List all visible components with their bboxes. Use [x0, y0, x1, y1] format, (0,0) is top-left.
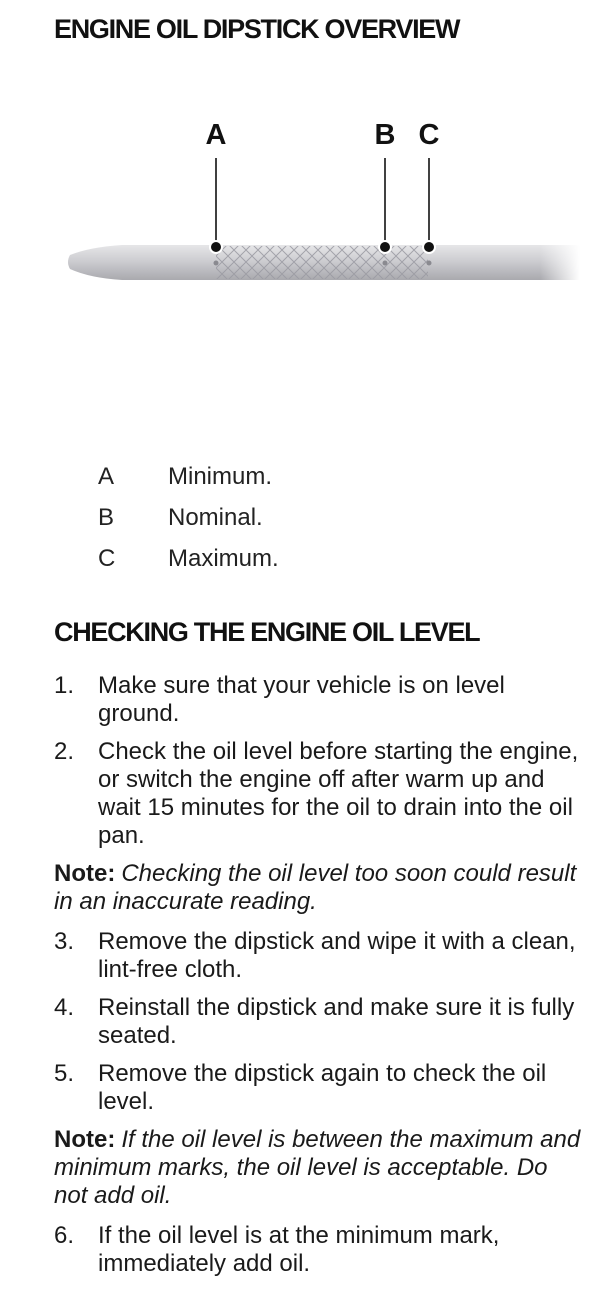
- step-number: 2.: [54, 738, 75, 765]
- legend-key: C: [98, 544, 116, 572]
- note-text: If the oil level is between the maximum and minimum marks, the oil level is acceptable. Do not add oil.: [54, 1126, 581, 1209]
- step-item: [54, 1060, 584, 1116]
- step-text: Reinstall the dipstick and make sure it is fully seated.: [98, 994, 575, 1049]
- marker-b: [379, 241, 391, 253]
- legend: [98, 456, 518, 579]
- marker-c: [423, 241, 435, 253]
- legend-label: Minimum.: [168, 462, 273, 490]
- dipstick-figure: [0, 100, 608, 320]
- step-text: Make sure that your vehicle is on level ground.: [98, 672, 505, 727]
- dipstick-illustration: [0, 100, 608, 320]
- note-label: Note:: [54, 860, 116, 887]
- step-number: 5.: [54, 1060, 75, 1087]
- procedure-steps: [54, 672, 584, 1288]
- overview-title: ENGINE OIL DIPSTICK OVERVIEW: [54, 14, 460, 44]
- legend-key: B: [98, 503, 115, 531]
- legend-row-maximum: [98, 538, 518, 579]
- legend-row-minimum: [98, 456, 518, 497]
- legend-label: Maximum.: [168, 544, 279, 572]
- step-number: 6.: [54, 1222, 75, 1249]
- step-text: Check the oil level before starting the engine, or switch the engine off after warm up and wait 15 minutes for the oil to drain into the oil pan.: [98, 738, 579, 849]
- step-item: [54, 994, 584, 1050]
- note-text: Checking the oil level too soon could result in an inaccurate reading.: [54, 860, 577, 915]
- step-item: [54, 1222, 584, 1278]
- legend-row-nominal: [98, 497, 518, 538]
- step-number: 3.: [54, 928, 75, 955]
- step-item: [54, 738, 584, 850]
- step-item: [54, 928, 584, 984]
- step-text: Remove the dipstick again to check the oil level.: [98, 1060, 547, 1115]
- note-label: Note:: [54, 1126, 116, 1153]
- callout-a: A: [205, 119, 227, 151]
- legend-label: Nominal.: [168, 503, 263, 531]
- step-text: If the oil level is at the minimum mark, immediately add oil.: [98, 1222, 500, 1277]
- marker-a: [210, 241, 222, 253]
- legend-key: A: [98, 462, 115, 490]
- step-number: 1.: [54, 672, 75, 699]
- callout-b: B: [374, 119, 396, 151]
- step-text: Remove the dipstick and wipe it with a clean, lint-free cloth.: [98, 928, 576, 983]
- note: [54, 860, 584, 916]
- step-number: 4.: [54, 994, 75, 1021]
- note: [54, 1126, 584, 1210]
- callout-c: C: [418, 119, 440, 151]
- step-item: [54, 672, 584, 728]
- checking-title: CHECKING THE ENGINE OIL LEVEL: [54, 617, 480, 647]
- crosshatch-band: [216, 246, 428, 279]
